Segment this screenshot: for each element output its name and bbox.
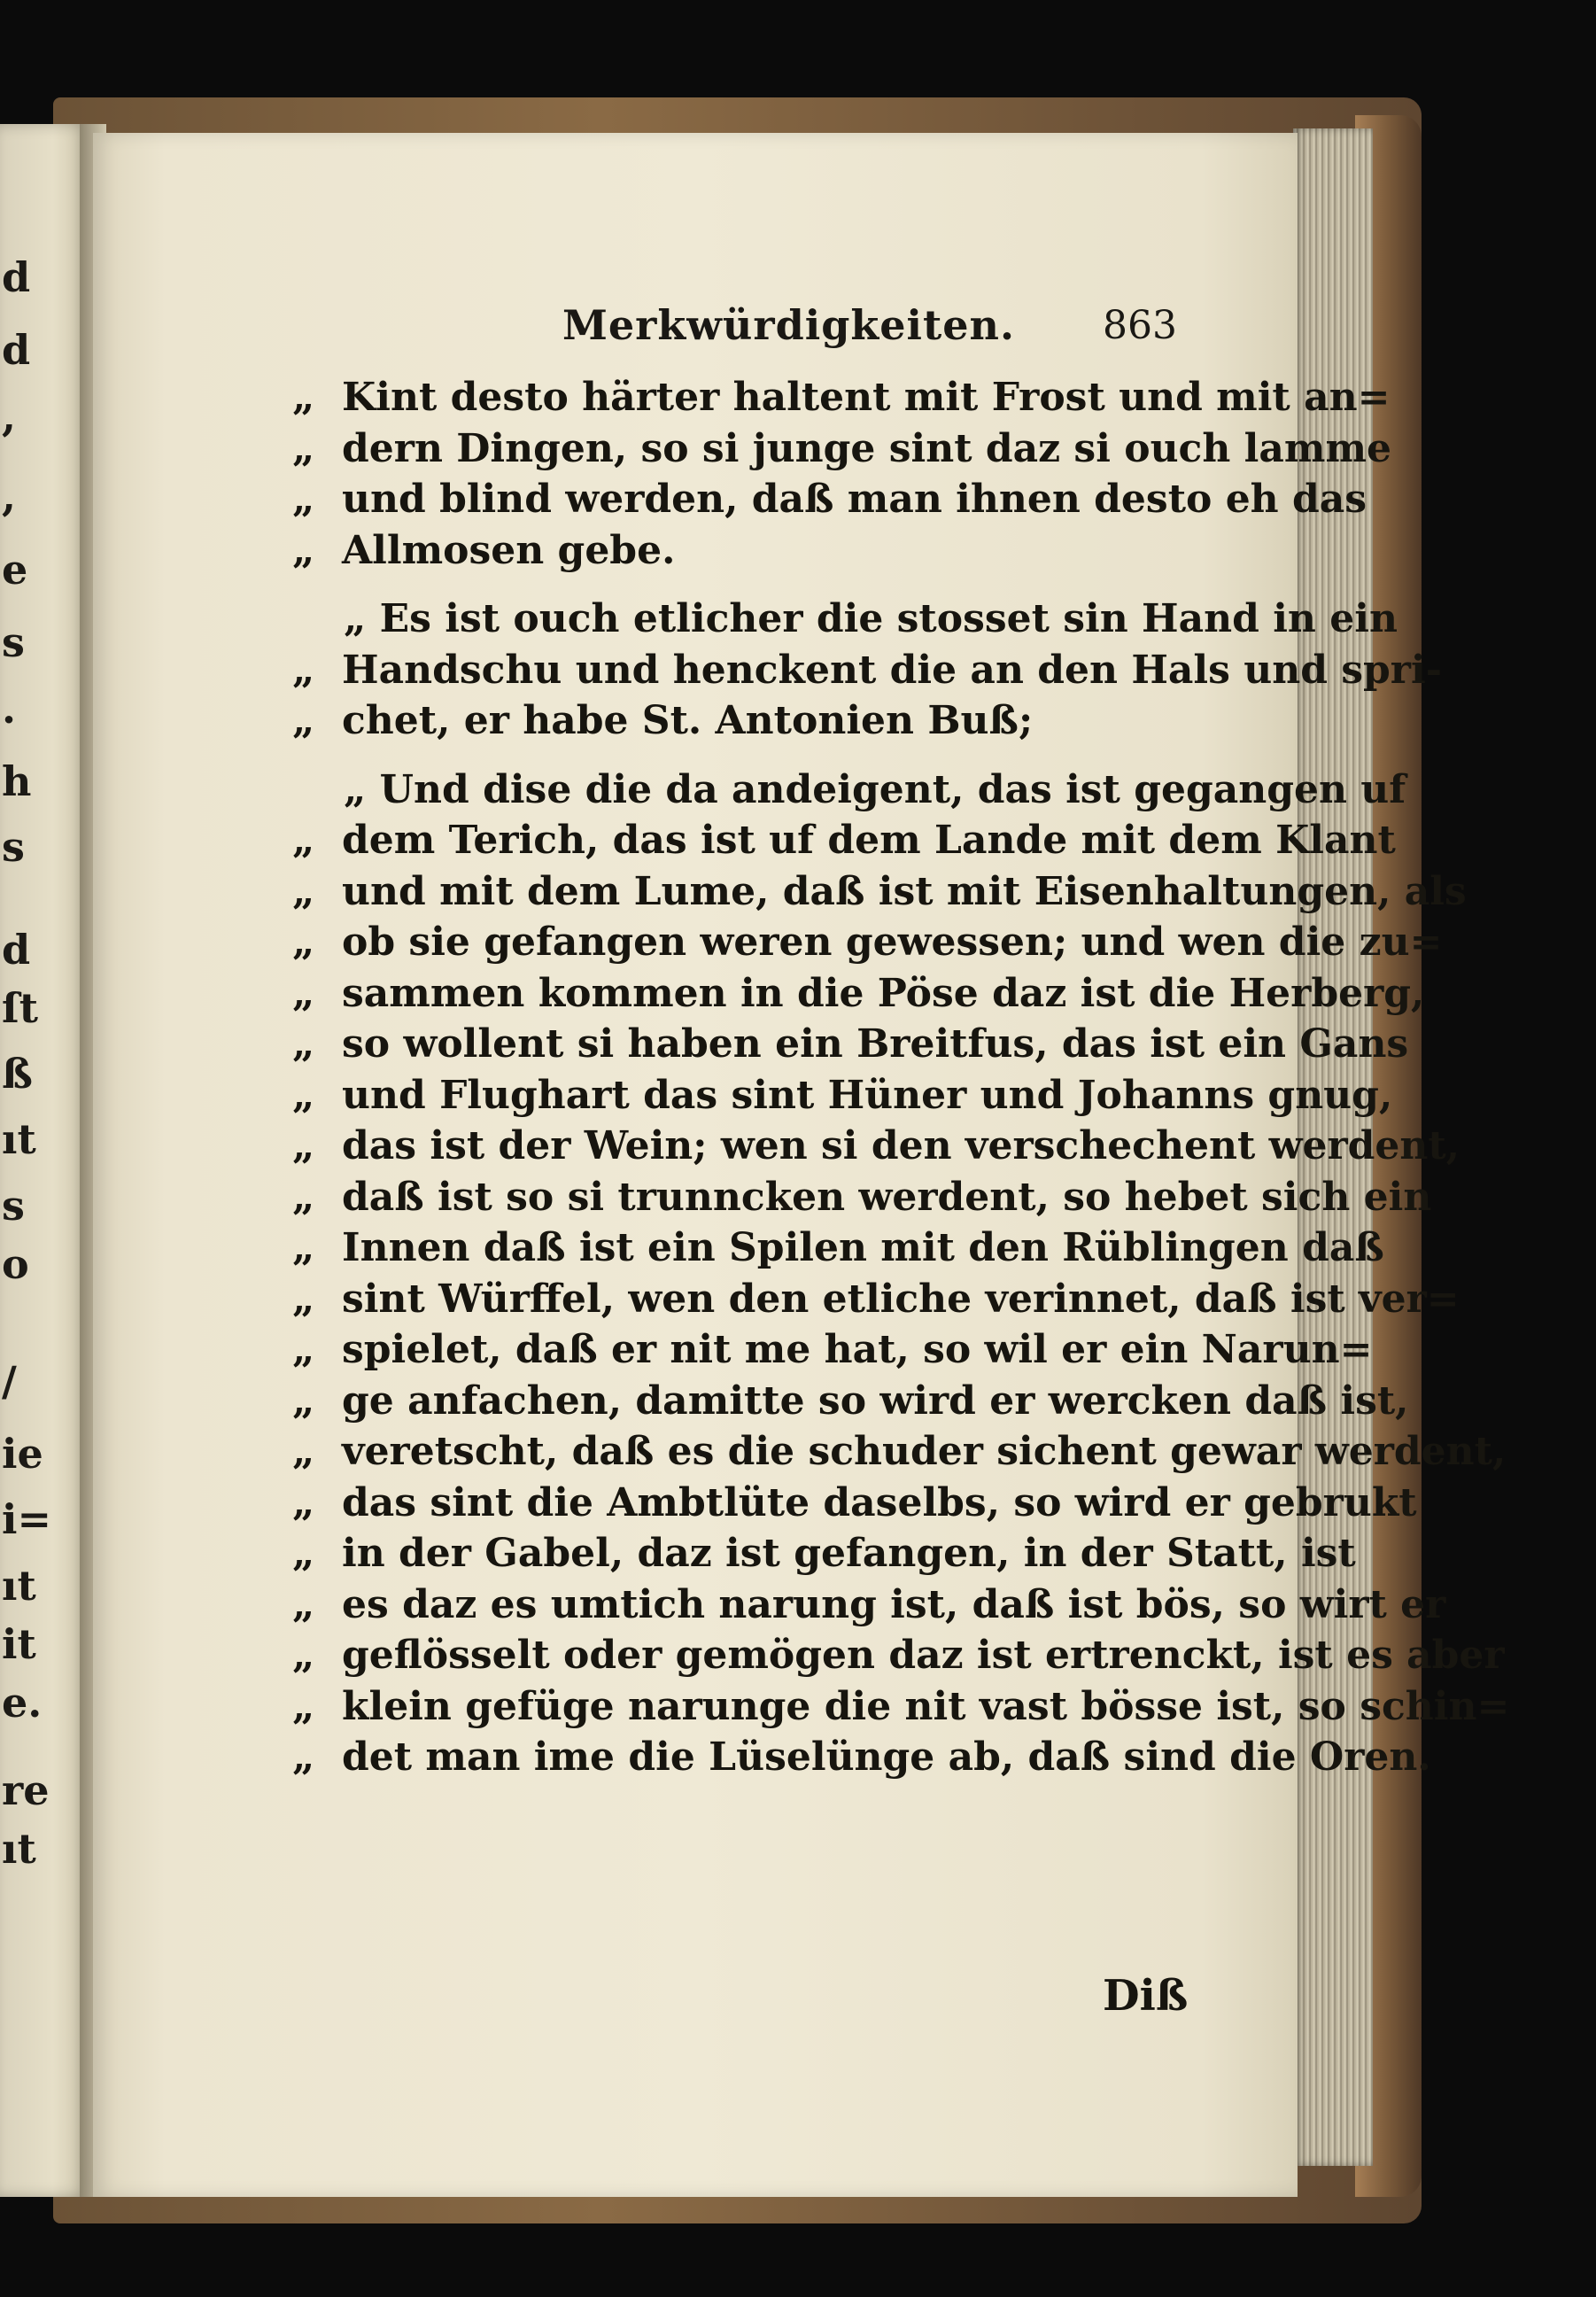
- running-head: Merkwürdigkeiten.: [562, 301, 1015, 349]
- line-text: „ Und dise die da andeigent, das ist gegangen uf: [344, 766, 1406, 812]
- line-text: veretscht, daß es die schuder sichent gewar werdent,: [342, 1429, 1507, 1474]
- text-line: [292, 525, 1196, 577]
- left-page-fragment: ſt: [2, 983, 39, 1032]
- quote-mark: „: [292, 698, 315, 743]
- text-line: [292, 1478, 1417, 1529]
- quote-mark: „: [292, 1225, 315, 1270]
- text-line: [292, 866, 1467, 918]
- left-page-fragment: s: [2, 618, 25, 667]
- left-page-fragment: /: [2, 1356, 17, 1405]
- quote-mark: „: [292, 1276, 315, 1322]
- text-block: [292, 372, 1510, 1783]
- text-line: [292, 695, 1196, 747]
- text-line: [292, 1681, 1510, 1733]
- left-page-fragment: d: [2, 252, 31, 301]
- text-line: [292, 1528, 1356, 1579]
- quote-mark: „: [292, 1072, 315, 1118]
- line-text: das ist der Wein; wen si den verschechent werdent,: [342, 1123, 1460, 1168]
- left-page-fragment: ,: [2, 472, 17, 521]
- line-text: und mit dem Lume, daß ist mit Eisenhaltungen, als: [342, 868, 1467, 914]
- quote-mark: „: [292, 647, 315, 693]
- left-page-fragment: s: [2, 823, 25, 872]
- text-line: [292, 1019, 1409, 1070]
- line-text: geflösselt oder gemögen daz ist ertrenckt, ist es aber: [342, 1633, 1505, 1678]
- left-page-fragment: e: [2, 545, 28, 594]
- left-page-fragment: ıt: [2, 1115, 36, 1164]
- left-page-fragment: d: [2, 326, 31, 375]
- line-text: Handschu und henckent die an den Hals und spri-: [342, 647, 1442, 693]
- page-header: [465, 301, 1191, 363]
- line-text: dem Terich, das ist uf dem Lande mit dem Klant: [342, 818, 1396, 863]
- text-line: [292, 1426, 1507, 1478]
- left-page-fragment: d: [2, 925, 31, 974]
- line-text: das sint die Ambtlüte daselbs, so wird er gebrukt: [342, 1479, 1417, 1525]
- quote-mark: „: [292, 1531, 315, 1576]
- left-page-fragment: i=: [2, 1495, 52, 1544]
- quote-mark: „: [292, 1633, 315, 1678]
- line-text: chet, er habe St. Antonien Buß;: [342, 698, 1034, 743]
- catchword: Diß: [1103, 1971, 1189, 2021]
- left-page-fragment: o: [2, 1239, 29, 1288]
- line-text: ge anfachen, damitte so wird er wercken daß ist,: [342, 1377, 1409, 1424]
- quote-mark: „: [292, 1683, 315, 1729]
- quote-mark: „: [292, 1479, 315, 1525]
- text-line: [292, 917, 1443, 968]
- paragraph-gap: [292, 576, 1196, 594]
- quote-mark: „: [292, 920, 315, 965]
- left-page-fragment: ,: [2, 392, 17, 440]
- quote-mark: „: [292, 425, 315, 471]
- line-text: det man ime die Lüselünge ab, daß sind die Oren.: [342, 1734, 1431, 1780]
- text-line: [292, 474, 1367, 525]
- text-line: [292, 1376, 1409, 1427]
- line-text: und Flughart das sint Hüner und Johanns gnug,: [342, 1072, 1393, 1118]
- line-text: daß ist so si trunncken werdent, so hebet sich ein: [342, 1174, 1432, 1220]
- quote-mark: „: [292, 1377, 315, 1424]
- quote-mark: „: [292, 477, 315, 522]
- left-page-fragment: e.: [2, 1678, 43, 1727]
- left-page-fragment: ıt: [2, 1561, 36, 1610]
- text-line: [292, 1579, 1446, 1631]
- text-line: [292, 1732, 1431, 1783]
- left-page-fragment: ß: [2, 1050, 33, 1098]
- line-text: ob sie gefangen weren gewessen; und wen die zu=: [342, 920, 1443, 965]
- text-line: [292, 423, 1391, 475]
- text-line: [292, 968, 1425, 1020]
- quote-mark: „: [292, 1581, 315, 1627]
- text-line: [292, 1274, 1460, 1325]
- text-line: [292, 372, 1391, 423]
- line-text: sint Würffel, wen den etliche verinnet, daß ist ver=: [342, 1276, 1460, 1322]
- text-line: [292, 1070, 1393, 1121]
- quote-mark: „: [292, 1429, 315, 1474]
- quote-mark: „: [292, 1327, 315, 1372]
- left-page-fragment: .: [2, 684, 17, 733]
- line-text: sammen kommen in die Pöse daz ist die Herberg,: [342, 970, 1425, 1016]
- left-page-fragment: re: [2, 1765, 50, 1814]
- line-text: so wollent si haben ein Breitfus, das ist ein Gans: [342, 1021, 1409, 1067]
- quote-mark: „: [292, 1123, 315, 1168]
- text-line: [292, 1222, 1384, 1274]
- text-line: [292, 1630, 1505, 1681]
- text-line: [292, 1172, 1432, 1223]
- text-line: [292, 594, 1398, 645]
- line-text: klein gefüge narunge die nit vast bösse ist, so schin=: [342, 1683, 1510, 1729]
- quote-mark: „: [292, 1174, 315, 1220]
- quote-mark: „: [292, 527, 315, 573]
- left-page: [0, 124, 89, 2197]
- line-text: in der Gabel, daz ist gefangen, in der Statt, ist: [342, 1531, 1356, 1576]
- left-page-fragment: it: [2, 1619, 36, 1668]
- line-text: Kint desto härter haltent mit Frost und mit an=: [342, 375, 1391, 420]
- line-text: „ Es ist ouch etlicher die stosset sin Hand in ein: [344, 596, 1398, 641]
- left-page-fragment: ie: [2, 1430, 43, 1478]
- line-text: es daz es umtich narung ist, daß ist bös, so wirt er: [342, 1581, 1446, 1627]
- quote-mark: „: [292, 818, 315, 863]
- line-text: und blind werden, daß man ihnen desto eh das: [342, 477, 1367, 522]
- left-page-fragment: ıt: [2, 1824, 36, 1873]
- text-line: [292, 645, 1442, 696]
- quote-mark: „: [292, 1734, 315, 1780]
- quote-mark: „: [292, 970, 315, 1016]
- quote-mark: „: [292, 375, 315, 420]
- text-line: [292, 764, 1406, 816]
- paragraph-gap: [292, 747, 1196, 764]
- quote-mark: „: [292, 1021, 315, 1067]
- left-page-fragment: h: [2, 757, 32, 805]
- line-text: Innen daß ist ein Spilen mit den Rüblingen daß: [342, 1225, 1384, 1270]
- text-line: [292, 815, 1396, 866]
- left-page-fragment: s: [2, 1181, 25, 1230]
- line-text: dern Dingen, so si junge sint daz si ouch lamme: [342, 425, 1391, 471]
- right-page: [93, 133, 1510, 2197]
- line-text: spielet, daß er nit me hat, so wil er ein Narun=: [342, 1327, 1373, 1372]
- quote-mark: „: [292, 868, 315, 914]
- line-text: Allmosen gebe.: [342, 527, 676, 573]
- text-line: [292, 1121, 1460, 1172]
- text-line: [292, 1324, 1373, 1376]
- page-number: 863: [1103, 303, 1177, 348]
